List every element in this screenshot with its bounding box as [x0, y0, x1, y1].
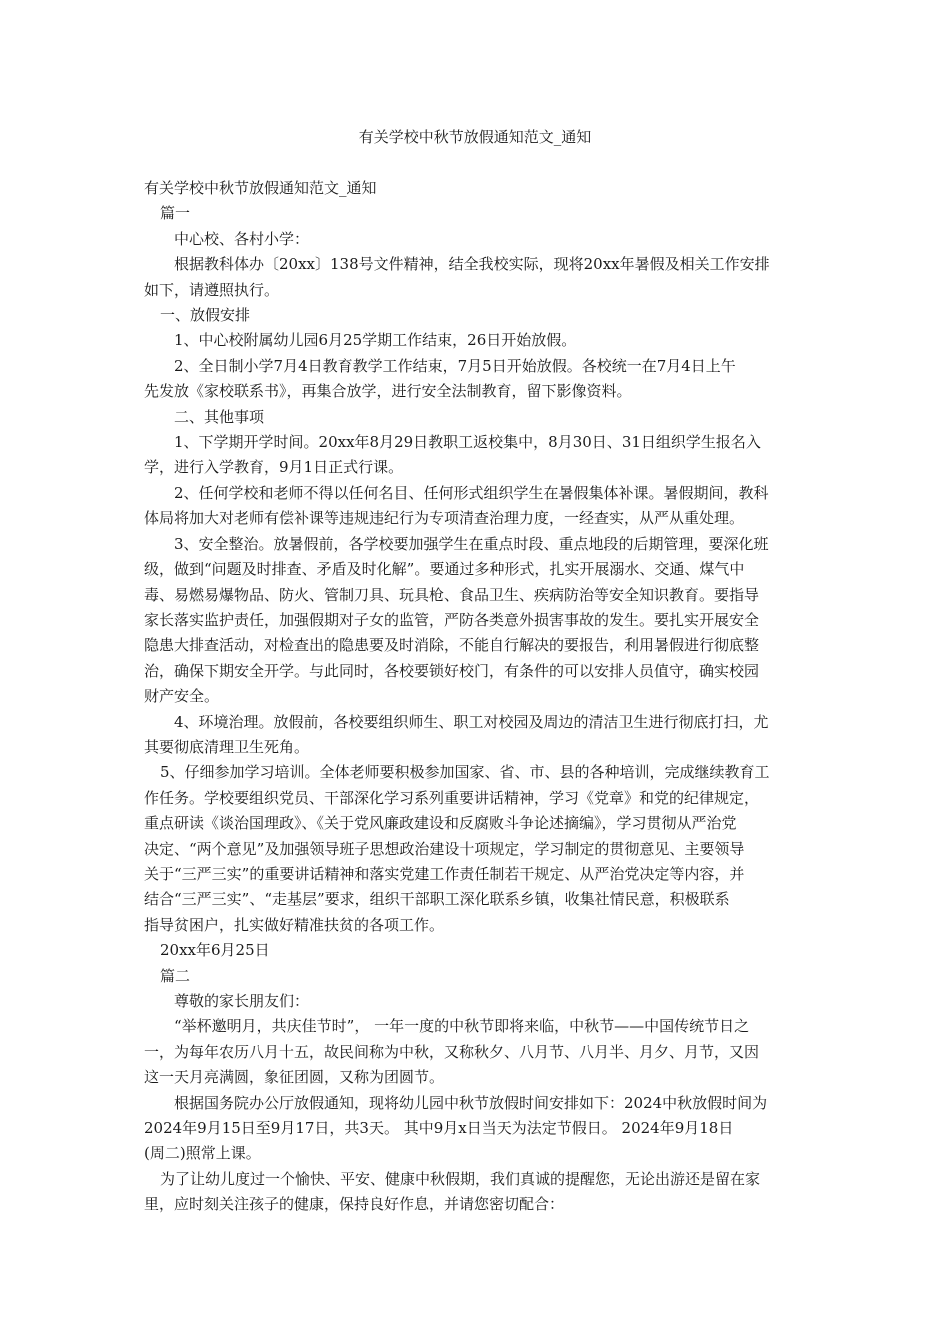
paragraph-line: 关于“三严三实”的重要讲话精神和落实党建工作责任制若干规定、从严治党决定等内容，并 [144, 864, 745, 883]
paragraph [144, 303, 816, 328]
paragraph-line: (周二)照常上课。 [144, 1144, 261, 1163]
paragraph [144, 227, 816, 252]
paragraph [144, 532, 816, 710]
paragraph-line: 1、中心校附属幼儿园6月25学期工作结束，26日开始放假。 [174, 331, 577, 350]
paragraph-line: 重点研读《谈治国理政》、《关于党风廉政建设和反腐败斗争论述摘编》，学习贯彻从严治党 [144, 814, 737, 833]
paragraph [144, 989, 816, 1014]
paragraph-line: 作任务。学校要组织党员、干部深化学习系列重要讲话精神，学习《党章》和党的纪律规定， [144, 788, 760, 807]
paragraph-line: 结合“三严三实”、“走基层”要求，组织干部职工深化联系乡镇，收集社情民意，积极联系 [144, 890, 730, 909]
document-title: 有关学校中秋节放假通知范文_通知 [358, 128, 592, 146]
paragraph-line: 二、其他事项 [174, 407, 265, 426]
paragraph-line: 20xx年6月25日 [160, 941, 270, 960]
paragraph [144, 938, 816, 963]
paragraph-line: 3、安全整治。放暑假前，各学校要加强学生在重点时段、重点地段的后期管理，要深化班 [174, 534, 769, 553]
paragraph [144, 1014, 816, 1090]
paragraph [144, 328, 816, 353]
paragraph-line: 隐患大排查活动，对检查出的隐患要及时消除，不能自行解决的要报告，利用暑假进行彻底整 [144, 636, 760, 655]
paragraph-line: 一，为每年农历八月十五，故民间称为中秋，又称秋夕、八月节、八月半、月夕、月节，又因 [144, 1042, 760, 1061]
paragraph [144, 176, 816, 201]
paragraph-line: 篇二 [160, 966, 191, 985]
paragraph-line: 指导贫困户，扎实做好精准扶贫的各项工作。 [144, 915, 445, 934]
paragraph-line: 篇一 [160, 204, 191, 223]
paragraph-line: 决定、“两个意见”及加强领导班子思想政治建设十项规定，学习制定的贯彻意见、主要领导 [144, 839, 745, 858]
paragraph-line: 4、环境治理。放假前，各校要组织师生、职工对校园及周边的清洁卫生进行彻底打扫，尤 [174, 712, 769, 731]
paragraph [144, 430, 816, 481]
paragraph [144, 710, 816, 761]
paragraph-line: 治，确保下期安全开学。与此同时，各校要锁好校门，有条件的可以安排人员值守，确实校园 [144, 661, 760, 680]
paragraph [144, 964, 816, 989]
paragraph [144, 405, 816, 430]
paragraph-line: 有关学校中秋节放假通知范文_通知 [144, 179, 377, 197]
paragraph-line: 2、任何学校和老师不得以任何名目、任何形式组织学生在暑假集体补课。暑假期间，教科 [174, 483, 769, 502]
paragraph-line: 学，进行入学教育，9月1日正式行课。 [144, 458, 404, 477]
paragraph-line: 级，做到“问题及时排查、矛盾及时化解”。要通过多种形式，扎实开展溺水、交通、煤气中 [144, 560, 745, 579]
paragraph-line: 里，应时刻关注孩子的健康，保持良好作息，并请您密切配合： [144, 1195, 565, 1214]
paragraph [144, 481, 816, 532]
paragraph-line: 家长落实监护责任，加强假期对子女的监管，严防各类意外损害事故的发生。要扎实开展安全 [144, 610, 760, 629]
paragraph-line: 一、放假安排 [160, 306, 251, 325]
paragraph [144, 252, 816, 303]
paragraph-line: “举杯邀明月，共庆佳节时”， 一年一度的中秋节即将来临，中秋节——中国传统节日之 [174, 1017, 750, 1036]
paragraph [144, 1167, 816, 1218]
paragraph-line: 2024年9月15日至9月17日，共3天。 其中9月x日当天为法定节假日。 2024年9月18日 [144, 1119, 734, 1138]
paragraph-line: 1、下学期开学时间。20xx年8月29日教职工返校集中，8月30日、31日组织学生报名入 [174, 433, 761, 452]
paragraph [144, 1091, 816, 1167]
document-body [144, 176, 816, 1218]
paragraph-line: 根据国务院办公厅放假通知，现将幼儿园中秋节放假时间安排如下：2024中秋放假时间为 [174, 1093, 768, 1112]
paragraph-line: 根据教科体办〔20xx〕138号文件精神，结全我校实际，现将20xx年暑假及相关工作安排 [174, 255, 770, 274]
paragraph [144, 201, 816, 226]
paragraph-line: 中心校、各村小学： [174, 229, 310, 248]
paragraph [144, 354, 816, 405]
paragraph-line: 尊敬的家长朋友们： [174, 992, 310, 1010]
paragraph-line: 2、全日制小学7月4日教育教学工作结束，7月5日开始放假。各校统一在7月4日上午 [174, 356, 736, 375]
paragraph-line: 为了让幼儿度过一个愉快、平安、健康中秋假期，我们真诚的提醒您，无论出游还是留在家 [160, 1169, 761, 1188]
paragraph-line: 如下，请遵照执行。 [144, 280, 280, 299]
paragraph-line: 毒、易燃易爆物品、防火、管制刀具、玩具枪、食品卫生、疾病防治等安全知识教育。要指导 [144, 585, 760, 604]
paragraph-line: 体局将加大对老师有偿补课等违规违纪行为专项清查治理力度，一经查实，从严从重处理。 [144, 509, 745, 528]
paragraph-line: 先发放《家校联系书》，再集合放学，进行安全法制教育，留下影像资料。 [144, 382, 632, 401]
paragraph [144, 760, 816, 938]
paragraph-line: 财产安全。 [144, 687, 220, 706]
paragraph-line: 5、仔细参加学习培训。全体老师要积极参加国家、省、市、县的各种培训，完成继续教育工 [160, 763, 770, 782]
paragraph-line: 其要彻底清理卫生死角。 [144, 737, 310, 756]
paragraph-line: 这一天月亮满圆，象征团圆，又称为团圆节。 [144, 1068, 445, 1087]
